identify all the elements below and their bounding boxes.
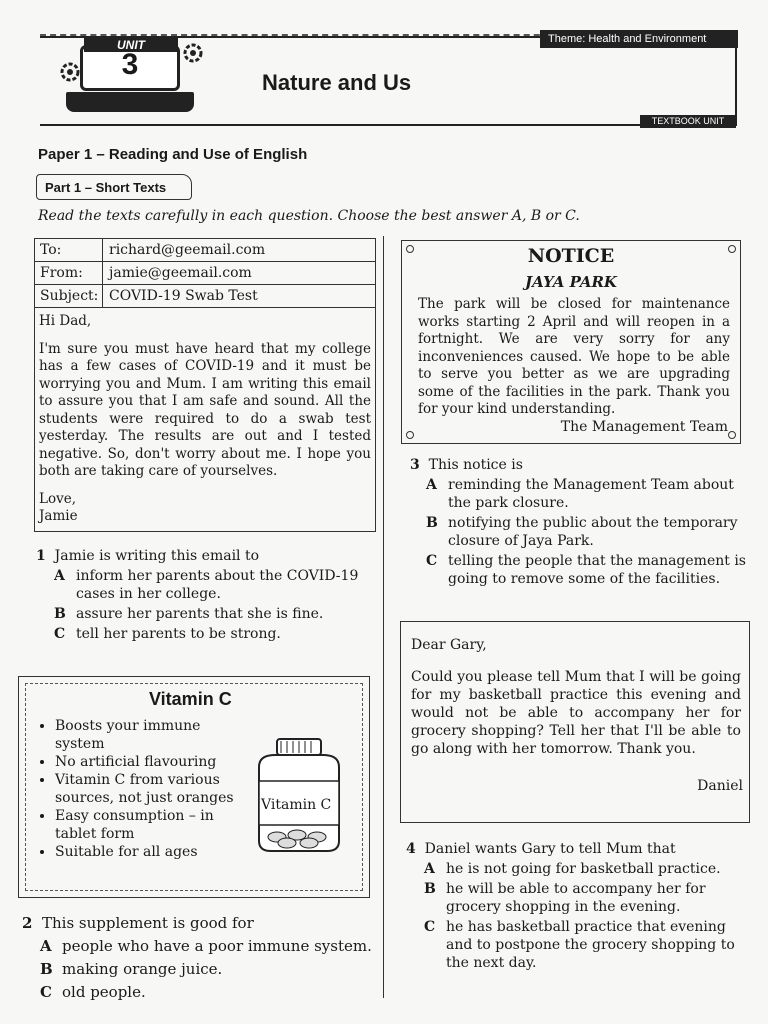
vitamin-bullet: • Easy consumption – in tablet form [55,807,235,843]
email-subject-label: Subject: [35,285,103,307]
keyboard-icon [66,92,194,112]
option-letter: B [424,881,436,897]
notice-body: The park will be closed for maintenance works starting 2 April and will reopen in a fortnight. We are very sorry for any inconveniences caused. We hope to be able to serve you better as we are upgrading some of the facilities in the park. Thank you for your kind understanding. [418,296,730,417]
paper-title: Paper 1 – Reading and Use of English [38,146,308,163]
vitamin-title: Vitamin C [149,689,232,709]
question-stem: Daniel wants Gary to tell Mum that [424,841,676,857]
option-letter: C [426,553,438,569]
gear-icon [58,60,82,84]
option-text: inform her parents about the COVID-19 cases in her college. [76,568,359,602]
option-letter: A [424,861,435,877]
email-closing: Love, [39,490,76,507]
question-number: 2 [22,914,33,932]
option-text: reminding the Management Team about the park closure. [448,477,734,511]
unit-title: Nature and Us [262,70,412,95]
part-title: Part 1 – Short Texts [36,174,192,200]
email-to-value: richard@geemail.com [109,242,266,258]
option-letter: B [54,606,66,622]
option-text: people who have a poor immune system. [62,937,372,955]
email-from-row [35,262,375,285]
option-b[interactable] [40,959,372,980]
option-a[interactable] [426,476,750,512]
column-divider [383,236,384,998]
gear-icon [180,40,206,66]
question-stem: Jamie is writing this email to [54,548,260,564]
question-3 [410,456,750,590]
unit-number: 3 [121,48,139,81]
option-b[interactable] [54,605,376,623]
vitamin-card [18,676,370,898]
option-text: he is not going for basketball practice. [446,861,721,877]
email-from-label: From: [35,262,103,284]
notice-title: NOTICE [527,245,615,267]
instructions: Read the texts carefully in each question. Choose the best answer A, B or C. [38,208,580,224]
vitamin-bullet: • Vitamin C from various sources, not just oranges [55,771,235,807]
option-text: notifying the public about the temporary closure of Jaya Park. [448,515,738,549]
note-body [411,636,741,772]
question-number: 3 [410,457,420,473]
option-letter: A [54,568,65,584]
note-greeting: Dear Gary, [411,637,487,653]
option-c[interactable] [426,552,750,588]
email-to-label: To: [35,239,103,261]
option-text: he has basketball practice that evening and to postpone the grocery shopping to the next day. [446,919,735,971]
email-from-value: jamie@geemail.com [109,265,252,281]
question-number: 1 [36,548,46,564]
note-signature: Daniel [697,778,743,794]
notice-signature: The Management Team [560,419,728,435]
question-1 [36,547,376,645]
option-letter: A [426,477,437,493]
option-a[interactable] [424,860,756,878]
option-text: telling the people that the management is going to remove some of the facilities. [448,553,746,587]
question-stem: This notice is [428,457,523,473]
supplement-jar-icon [251,737,351,855]
vitamin-bullet: • Suitable for all ages [55,843,235,861]
option-letter: B [426,515,438,531]
vitamin-bullets [39,717,235,861]
email-subject-row [35,285,375,308]
notice-subtitle: JAYA PARK [525,273,617,291]
email-greeting: Hi Dad, [39,313,92,329]
vitamin-bullet: • Boosts your immune system [55,717,235,753]
option-c[interactable] [424,918,756,972]
email-to-row [35,239,375,262]
textbook-unit-tag: TEXTBOOK UNIT [640,115,736,128]
option-letter: B [40,960,53,978]
pin-icon [728,431,736,439]
theme-label: Theme: Health and Environment [540,30,738,48]
jar-label: Vitamin C [261,797,332,813]
email-subject-value: COVID-19 Swab Test [109,288,258,304]
vitamin-bullet: • No artificial flavouring [55,753,235,771]
note-text: Could you please tell Mum that I will be going for my basketball practice this evening and would not be able to accompany her for grocery shopping? Tell her that I'll be able to go along with her tomorrow. Thank you. [411,669,741,757]
email-signature: Jamie [39,508,78,524]
question-2 [22,913,372,1005]
question-number: 4 [406,841,416,857]
note-card [400,621,750,823]
option-letter: C [424,919,436,935]
option-text: he will be able to accompany her for grocery shopping in the evening. [446,881,706,915]
option-text: making orange juice. [62,960,223,978]
option-c[interactable] [54,625,376,643]
option-text: assure her parents that she is fine. [76,606,324,622]
option-letter: C [54,626,66,642]
email-body [39,313,371,526]
email-text: I'm sure you must have heard that my college has a few cases of COVID-19 and it must be worrying you and Mum. I am writing this email to assure you that I am safe and sound. All the students were required to do a swab test yesterday. The results are out and I tested negative. So, don't worry about me. I hope you both are taking care of yourselves. [39,340,371,479]
notice-card [401,240,741,444]
email-card [34,238,376,532]
option-letter: A [40,937,52,955]
option-a[interactable] [40,936,372,957]
question-stem: This supplement is good for [41,914,254,932]
option-letter: C [40,983,52,1001]
option-c[interactable] [40,982,372,1003]
option-a[interactable] [54,567,376,603]
pin-icon [406,431,414,439]
unit-label: UNIT [84,38,178,52]
option-b[interactable] [424,880,756,916]
option-text: tell her parents to be strong. [76,626,281,642]
option-text: old people. [62,983,146,1001]
option-b[interactable] [426,514,750,550]
question-4 [406,840,756,974]
